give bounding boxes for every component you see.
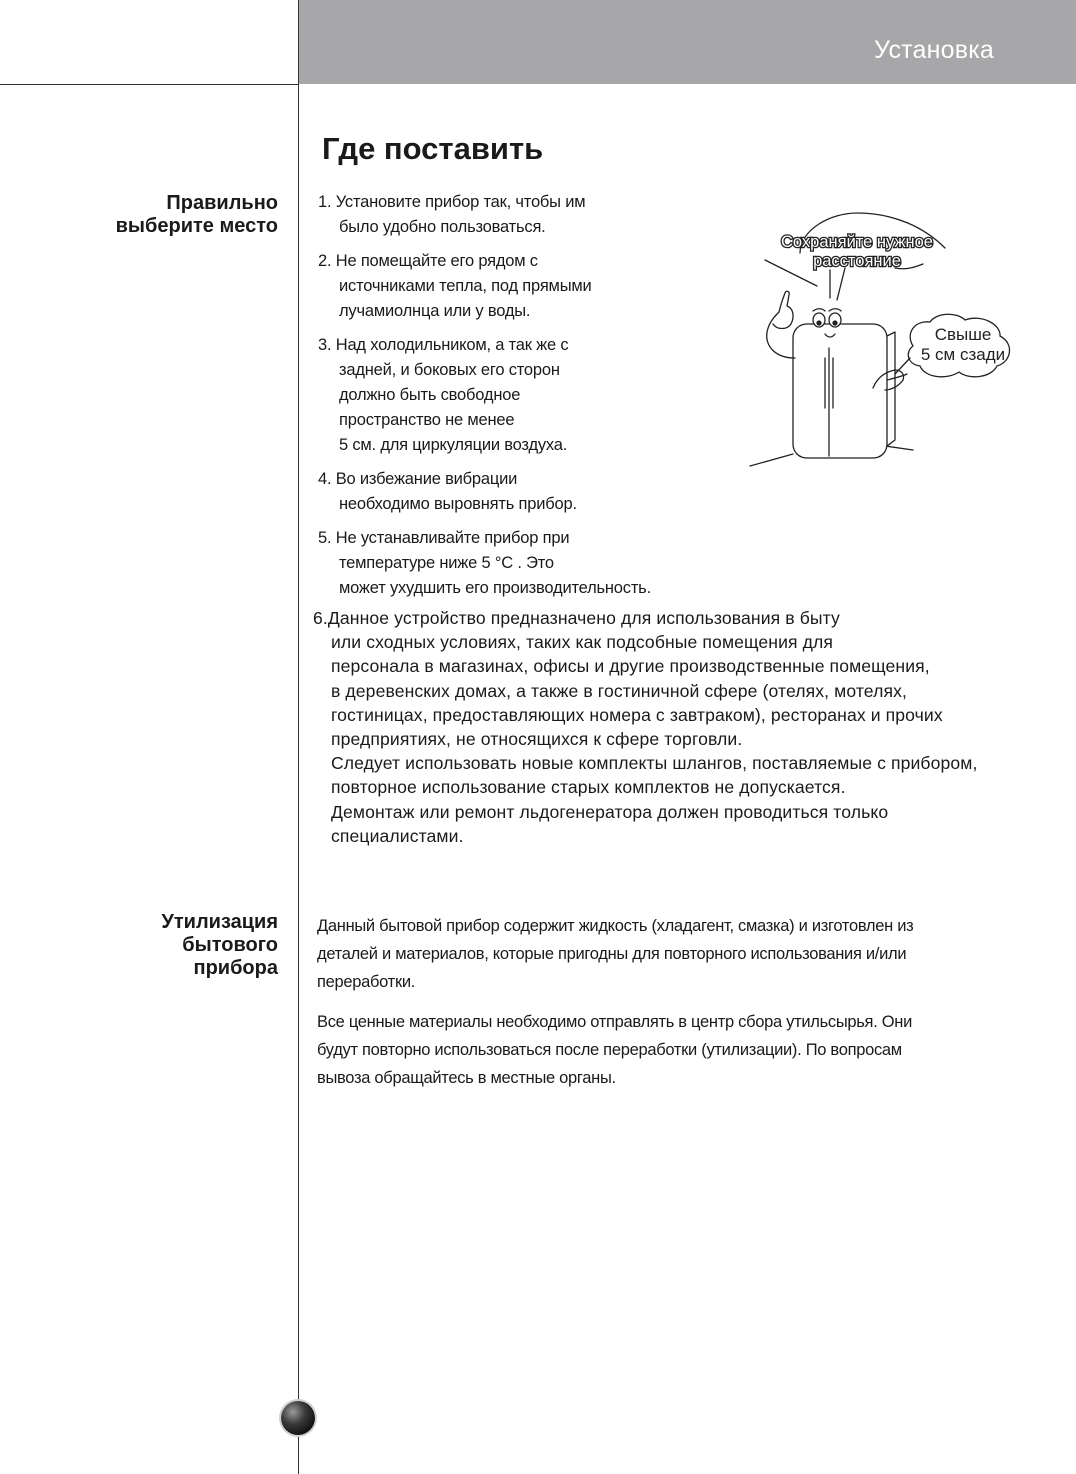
usage-line: 6.Данное устройство предназначено для использования в быту (313, 608, 840, 628)
item-line: необходимо выровнять прибор. (339, 495, 577, 513)
bubble-right-line: Свыше (934, 325, 992, 344)
section-title: Установка (874, 36, 994, 64)
heading-line: Утилизация (161, 911, 278, 933)
heading-line: Правильно (166, 192, 278, 214)
heading-line: бытового (182, 934, 278, 956)
bubble-line-left (765, 260, 817, 286)
item-line: температуре ниже 5 °C . Это (339, 554, 554, 572)
item-line: 5. Не устанавливайте прибор при (318, 529, 570, 547)
eyebrow-right (829, 309, 841, 311)
list-item (318, 190, 738, 240)
bubble-pointer (837, 268, 845, 300)
bubble-top-line: расстояние (813, 252, 901, 270)
page-marker-dot (281, 1401, 315, 1435)
disposal-paragraph (317, 912, 1057, 996)
item-line: пространство не менее (339, 411, 515, 429)
page-title: Где поставить (322, 131, 544, 166)
item-line: было удобно пользоваться. (339, 218, 546, 236)
pupil-right (833, 321, 837, 325)
sidebar-heading-disposal (161, 911, 278, 980)
heading-line: выберите место (115, 215, 278, 237)
disposal-text (317, 912, 1057, 1104)
header-divider (0, 84, 299, 85)
floor-line (750, 454, 793, 466)
arm-left (767, 312, 795, 358)
refrigerator-illustration (745, 208, 1025, 478)
pupil-left (817, 321, 821, 325)
eyebrow-left (813, 309, 825, 311)
list-item (318, 467, 738, 517)
item-line: может ухудшить его производительность. (339, 579, 651, 597)
usage-line: предприятиях, не относящихся к сфере торговли. (331, 729, 743, 750)
usage-line: или сходных условиях, таких как подсобные помещения для (331, 632, 833, 653)
cloud-pointer (895, 358, 910, 374)
heading-line: прибора (193, 957, 278, 979)
item-line: задней, и боковых его сторон (339, 361, 560, 379)
paragraph-line: будут повторно использоваться после переработки (утилизации). По вопросам (317, 1041, 902, 1059)
list-item (318, 249, 738, 324)
item-line: должно быть свободное (339, 386, 521, 404)
header-bar (298, 0, 1076, 84)
item-line: источниками тепла, под прямыми (339, 277, 592, 295)
usage-line: персонала в магазинах, офисы и другие производственные помещения, (331, 656, 930, 677)
bubble-right-line: 5 см сзади (920, 345, 1006, 364)
item-line: лучамиолнца или у воды. (339, 302, 531, 320)
usage-line: специалистами. (331, 825, 464, 846)
usage-line: повторное использование старых комплектов не допускается. (331, 777, 846, 798)
item-line: 2. Не помещайте его рядом с (318, 252, 538, 270)
usage-line: гостиницах, предоставляющих номера с завтраком), ресторанах и прочих (331, 704, 943, 725)
item-line: 5 см. для циркуляции воздуха. (339, 436, 568, 454)
item-line: 4. Во избежание вибрации (318, 470, 518, 488)
usage-line: в деревенских домах, а также в гостиничной сфере (отелях, мотелях, (331, 680, 907, 701)
item-line: 1. Установите прибор так, чтобы им (318, 193, 586, 211)
paragraph-line: Данный бытовой прибор содержит жидкость (хладагент, смазка) и изготовлен из (317, 917, 914, 935)
list-item (318, 526, 738, 601)
item-line: 3. Над холодильником, а так же с (318, 336, 569, 354)
paragraph-line: Все ценные материалы необходимо отправлять в центр сбора утильсырья. Они (317, 1013, 913, 1031)
sidebar-heading-choose-place (116, 192, 278, 238)
paragraph-line: деталей и материалов, которые пригодны для повторного использования и/или (317, 945, 907, 963)
hand-left (773, 291, 793, 328)
list-item (318, 333, 738, 458)
paragraph-line: переработки. (317, 973, 416, 991)
usage-line: Демонтаж или ремонт льдогенератора должен проводиться только (331, 801, 889, 822)
vertical-divider (298, 0, 299, 1474)
paragraph-line: вывоза обращайтесь в местные органы. (317, 1069, 616, 1087)
usage-line: Следует использовать новые комплекты шлангов, поставляемые с прибором, (331, 753, 978, 774)
usage-conditions (313, 606, 1073, 848)
fridge-body (793, 324, 887, 458)
disposal-paragraph (317, 1008, 1057, 1092)
placement-list (318, 190, 738, 610)
bubble-top-line: Сохраняйте нужное (781, 233, 933, 251)
floor-line (885, 446, 913, 450)
